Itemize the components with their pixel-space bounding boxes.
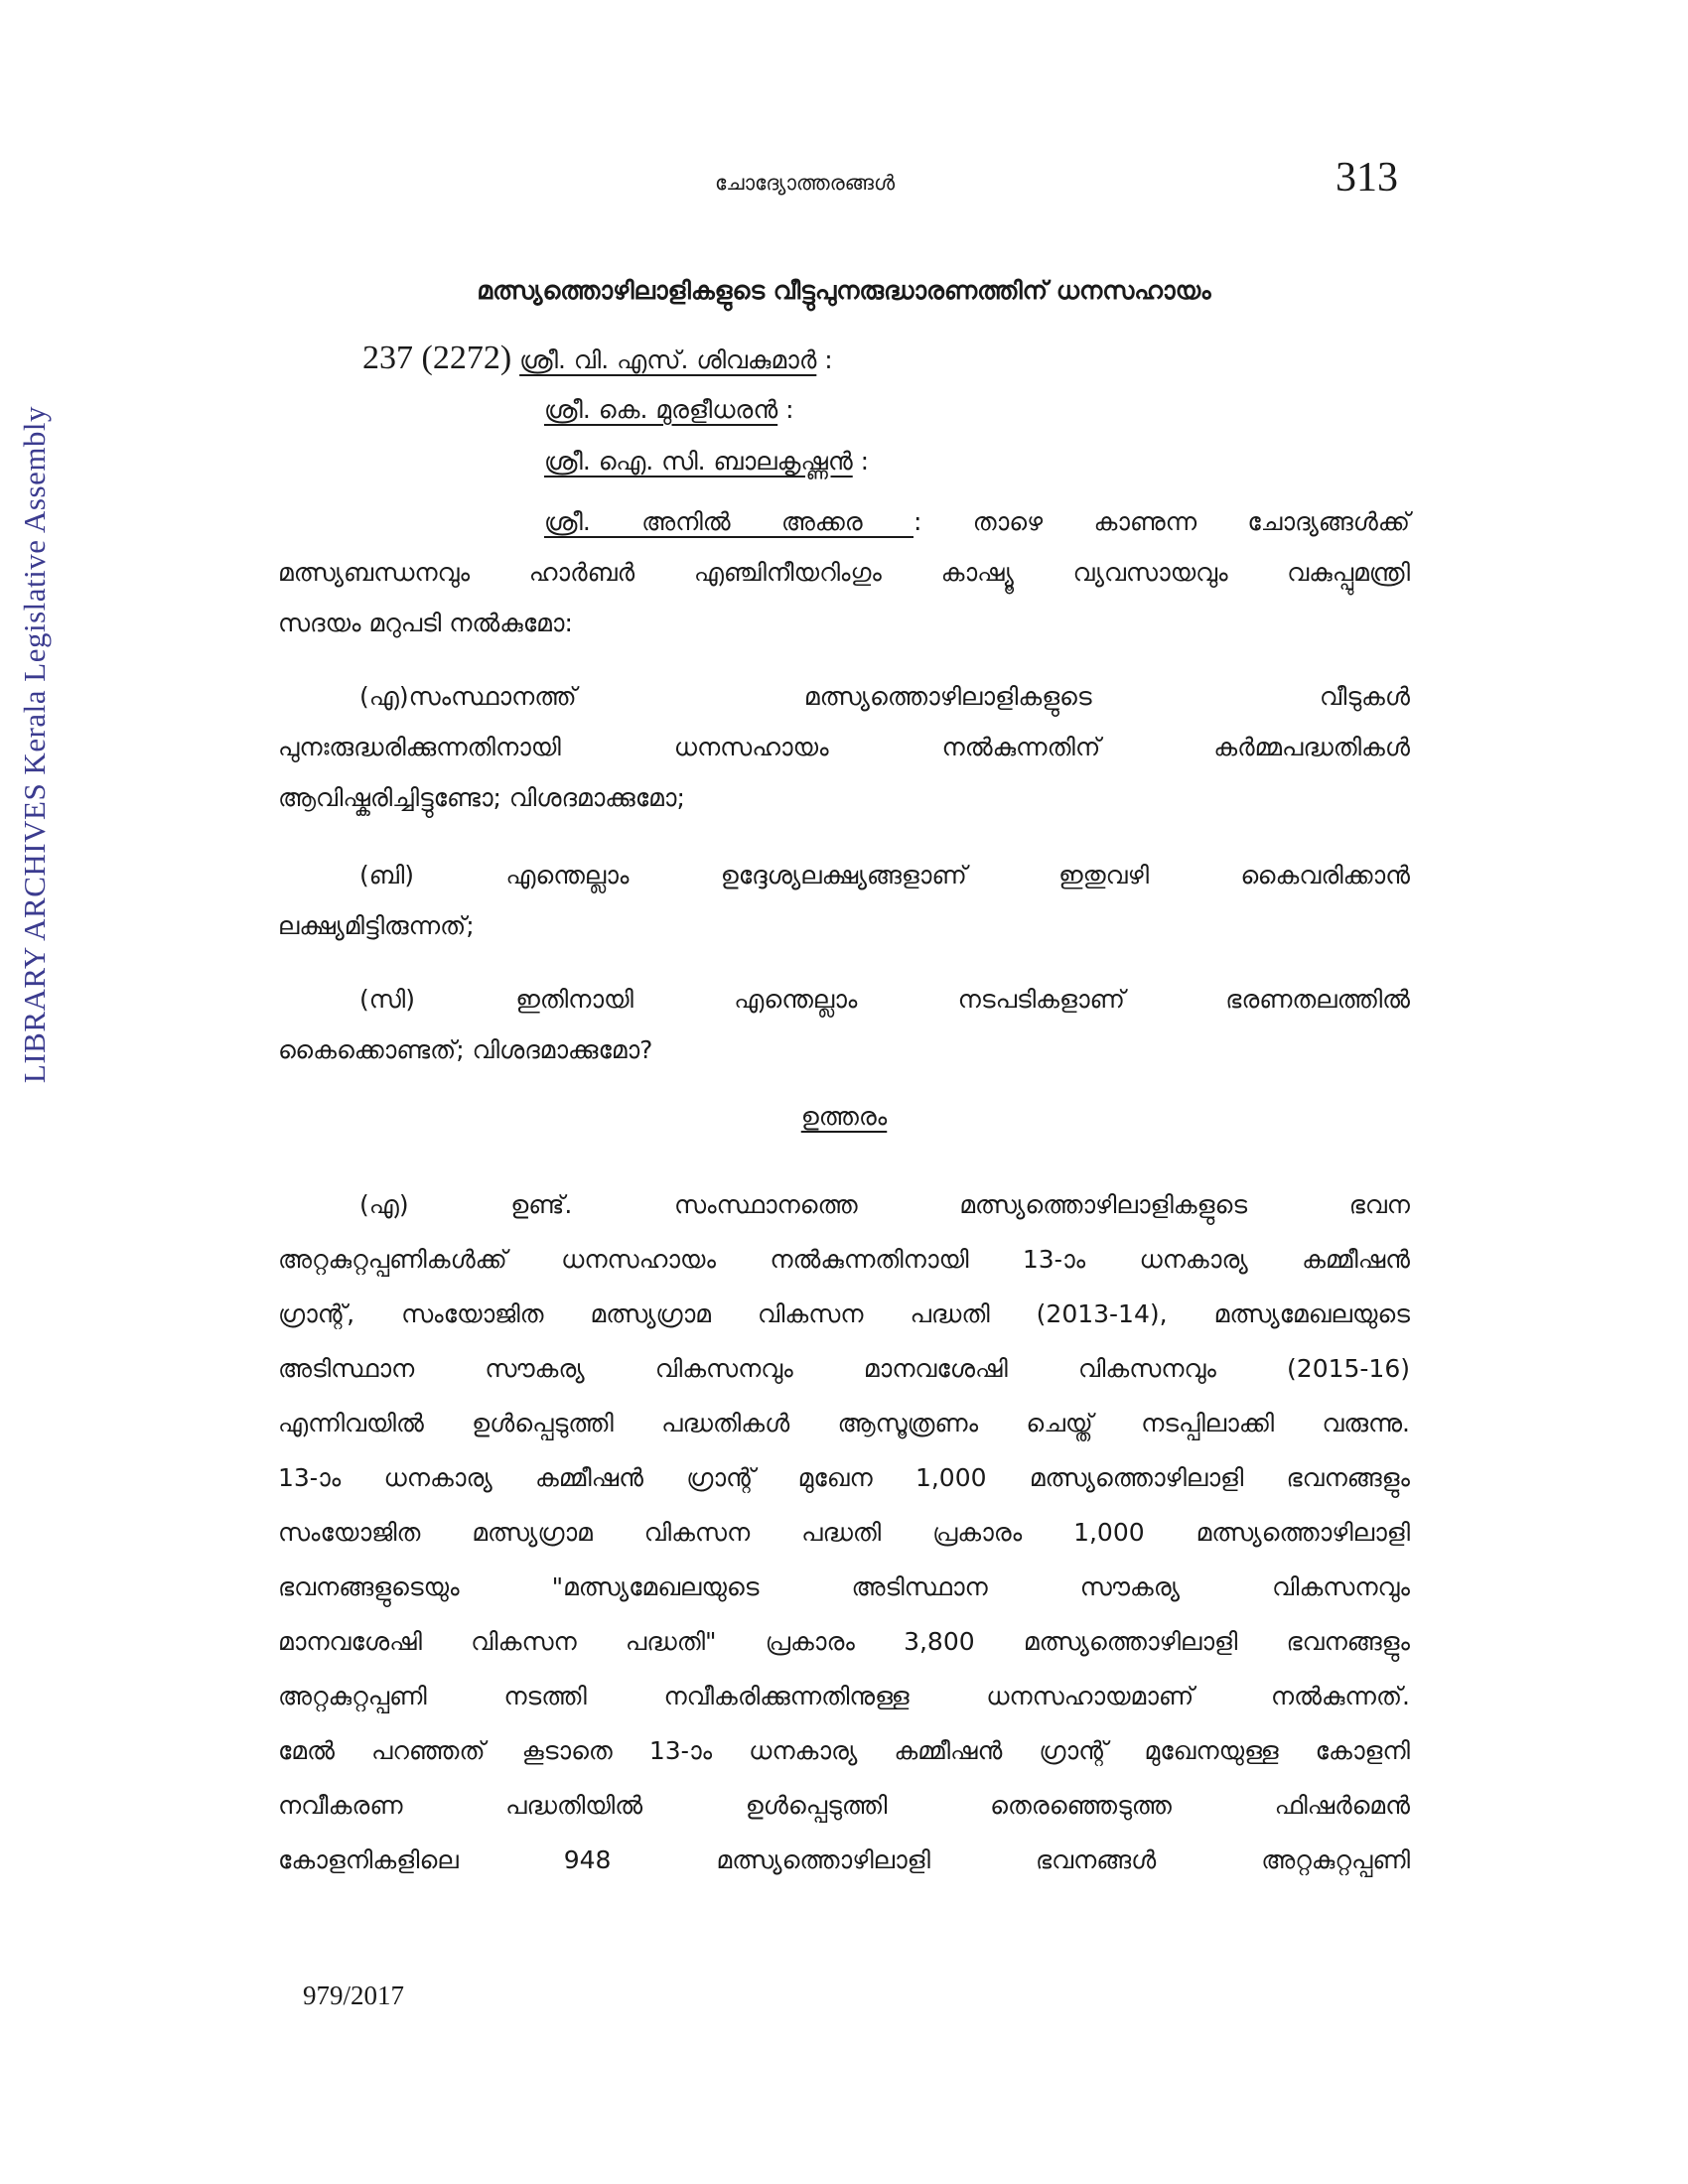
intro-text: മത്സ്യബന്ധനവും ഹാർബർ എഞ്ചിനീയറിംഗും കാഷ്യൂ വ്യവസായവും വകുപ്പുമന്ത്രി — [278, 558, 1410, 587]
item-text: ലക്ഷ്യമിട്ടിരുന്നത്; — [278, 911, 475, 940]
document-code: 979/2017 — [303, 1980, 405, 2010]
question-item-a — [278, 671, 1410, 823]
item-text: ആവിഷ്കരിച്ചിട്ടുണ്ടോ; വിശദമാക്കുമോ; — [278, 783, 685, 812]
answer-line: അറ്റകുറ്റപ്പണികൾക്ക് ധനസഹായം നൽകുന്നതിനായി 13-ാം ധനകാര്യ കമ്മീഷൻ — [278, 1245, 1410, 1274]
answer-line: അറ്റകുറ്റപ്പണി നടത്തി നവീകരിക്കുന്നതിനുള്ള ധനസഹായമാണ് നൽകുന്നത്. — [278, 1682, 1410, 1710]
member-line: ശ്രീ. കെ. മുരളീധരൻ : — [544, 395, 794, 424]
member-name: ശ്രീ. കെ. മുരളീധരൻ — [544, 395, 778, 424]
answer-line: ഗ്രാന്റ്, സംയോജിത മത്സ്യഗ്രാമ വികസന പദ്ധതി (2013-14), മത്സ്യമേഖലയുടെ — [278, 1299, 1410, 1328]
question-intro: ശ്രീ. അനിൽ അക്കര : താഴെ കാണുന്ന ചോദ്യങ്ങൾക്ക് മത്സ്യബന്ധനവും ഹാർബർ എഞ്ചിനീയറിംഗും കാഷ്യൂ വ്യവസായവും വകുപ്പുമന്ത്രി സദയം മറുപടി നൽകുമോ: — [278, 496, 1410, 648]
question-number: 237 (2272) — [362, 340, 512, 376]
answer-body — [278, 1177, 1410, 1887]
question-item-c — [278, 974, 1410, 1075]
answer-heading-text: ഉത്തരം — [800, 1102, 888, 1131]
item-text: (സി) ഇതിനായി എന്തെല്ലാം നടപടികളാണ് ഭരണതലത്തിൽ — [359, 985, 1410, 1014]
answer-line: (എ) ഉണ്ട്. സംസ്ഥാനത്തെ മത്സ്യത്തൊഴിലാളികളുടെ ഭവന — [359, 1190, 1410, 1219]
answer-heading — [278, 1102, 1410, 1132]
archive-watermark: LIBRARY ARCHIVES Kerala Legislative Assembly — [17, 405, 52, 1084]
member-name: ശ്രീ. വി. എസ്. ശിവകുമാർ — [519, 345, 817, 374]
member-line: ശ്രീ. ഐ. സി. ബാലകൃഷ്ണൻ : — [544, 447, 870, 476]
answer-line: അടിസ്ഥാന സൗകര്യ വികസനവും മാനവശേഷി വികസനവും (2015-16) — [278, 1354, 1410, 1383]
answer-line: സംയോജിത മത്സ്യഗ്രാമ വികസന പദ്ധതി പ്രകാരം 1,000 മത്സ്യത്തൊഴിലാളി — [278, 1518, 1410, 1547]
answer-line: കോളനികളിലെ 948 മത്സ്യത്തൊഴിലാളി ഭവനങ്ങൾ അറ്റകുറ്റപ്പണി — [278, 1845, 1410, 1874]
question-first-line: 237 (2272) ശ്രീ. വി. എസ്. ശിവകുമാർ : — [362, 340, 833, 376]
intro-text: സദയം മറുപടി നൽകുമോ: — [278, 609, 573, 637]
question-item-b — [278, 850, 1410, 951]
answer-line: മാനവശേഷി വികസന പദ്ധതി" പ്രകാരം 3,800 മത്സ്യത്തൊഴിലാളി ഭവനങ്ങളും — [278, 1627, 1410, 1656]
item-text: കൈക്കൊണ്ടത്; വിശദമാക്കുമോ? — [278, 1035, 653, 1064]
page-number: 313 — [1336, 155, 1398, 201]
answer-line: ഭവനങ്ങളുടെയും "മത്സ്യമേഖലയുടെ അടിസ്ഥാന സൗകര്യ വികസനവും — [278, 1572, 1410, 1601]
answer-line: 13-ാം ധനകാര്യ കമ്മീഷൻ ഗ്രാന്റ് മുഖേന 1,000 മത്സ്യത്തൊഴിലാളി ഭവനങ്ങളും — [278, 1463, 1410, 1492]
member-name: ശ്രീ. ഐ. സി. ബാലകൃഷ്ണൻ — [544, 447, 853, 476]
question-heading: മത്സ്യത്തൊഴിലാളികളുടെ വീട്ടുപുനരുദ്ധാരണത്തിന് ധനസഹായം — [477, 276, 1211, 305]
answer-line: എന്നിവയിൽ ഉൾപ്പെടുത്തി പദ്ധതികൾ ആസൂത്രണം ചെയ്ത് നടപ്പിലാക്കി വരുന്നു. — [278, 1409, 1410, 1437]
item-text: പുനഃരുദ്ധരിക്കുന്നതിനായി ധനസഹായം നൽകുന്നതിന് കർമ്മപദ്ധതികൾ — [278, 733, 1410, 761]
item-text: (എ)സംസ്ഥാനത്ത് മത്സ്യത്തൊഴിലാളികളുടെ വീടുകൾ — [359, 682, 1410, 711]
intro-text: താഴെ കാണുന്ന ചോദ്യങ്ങൾക്ക് — [972, 507, 1410, 536]
answer-line: നവീകരണ പദ്ധതിയിൽ ഉൾപ്പെടുത്തി തെരഞ്ഞെടുത്ത ഫിഷർമെൻ — [278, 1791, 1410, 1820]
member-name: ശ്രീ. അനിൽ അക്കര — [544, 507, 914, 536]
answer-line: മേൽ പറഞ്ഞത് കൂടാതെ 13-ാം ധനകാര്യ കമ്മീഷൻ ഗ്രാന്റ് മുഖേനയുള്ള കോളനി — [278, 1736, 1410, 1765]
running-title: ചോദ്യോത്തരങ്ങൾ — [715, 171, 896, 195]
item-text: (ബി) എന്തെല്ലാം ഉദ്ദേശ്യലക്ഷ്യങ്ങളാണ് ഇതുവഴി കൈവരിക്കാൻ — [359, 861, 1410, 889]
